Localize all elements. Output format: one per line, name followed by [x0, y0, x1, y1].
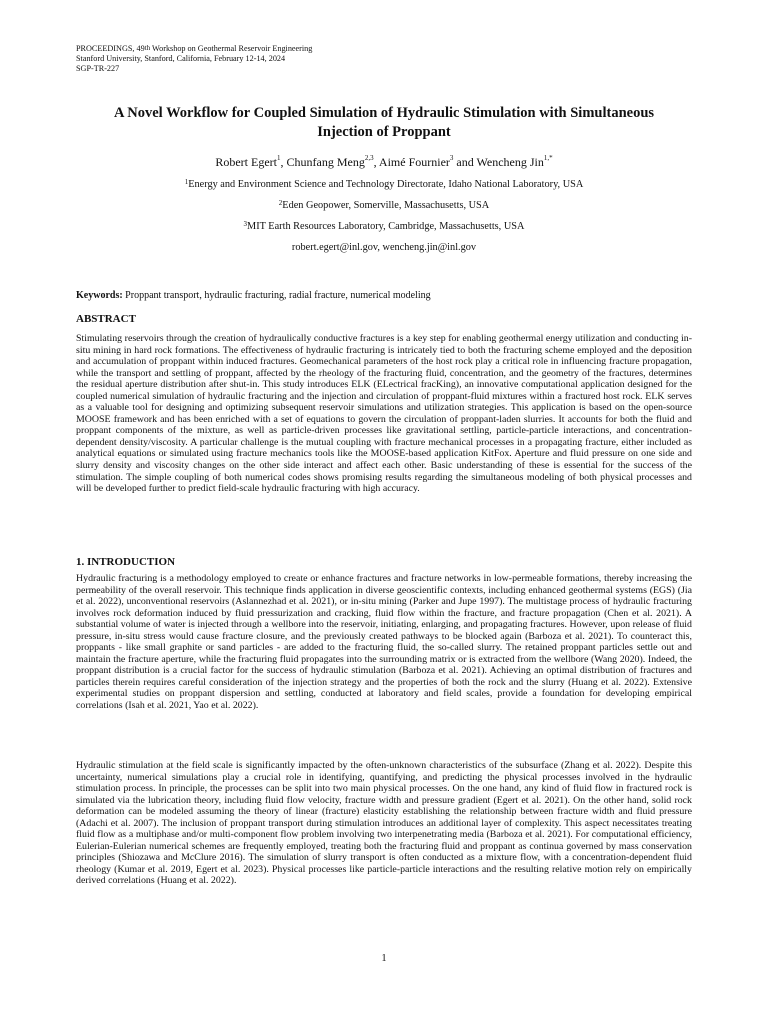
introduction-heading: 1. INTRODUCTION: [76, 556, 176, 568]
author-affiliation-marker: 1,*: [543, 154, 553, 162]
affiliation: $^2$Eden Geopower, Somerville, Massachusetts, USA: [278, 199, 490, 211]
keywords: [76, 290, 692, 301]
proceedings-location: Stanford University, Stanford, California, February 12-14, 2024: [76, 54, 286, 63]
abstract-heading: ABSTRACT: [76, 313, 136, 325]
paper-title: A Novel Workflow for Coupled Simulation of Hydraulic Stimulation with Simultaneous Injection of Proppant: [113, 105, 655, 140]
author-name: Aimé Fournier: [378, 155, 450, 169]
introduction-paragraph: Hydraulic stimulation at the field scale is significantly impacted by the often-unknown characteristics of the subsurface (Zhang et al. 2022). Despite this uncertainty, numerical simulations play a crucial role in identifying, quantifying, and predicting the physical processes involved in the hydraulic stimulation process. In principle, the processes can be split into two main physical processes. On the one hand, any kind of fluid flow in fractured rock is simulated via the lubrication theory, including fluid flow velocity, fracture width and pressure gradient (Egert et al. 2021). On the other hand, solid rock deformation can be modeled assuming the theory of linear (fracture) elasticity establishing the relationship between fracture width and fluid pressure (Adachi et al. 2007). The inclusion of proppant transport during stimulation introduces an additional layer of complexity. This aspect necessitates treating fluid flow as a multiphase and/or multi-component flow problem involving two interpenetrating media (Barboza et al. 2021). For computational efficiency, Eulerian-Eulerian numerical schemes are frequently employed, treating both the fracturing fluid and proppant as continua governed by mass conservation principles (Shiozawa and McClure 2016). The simulation of slurry transport is often conducted as a mixture flow, with a concentration-dependent fluid rheology (Kumar et al. 2019, Egert et al. 2023). Physical processes like particle-particle interactions and the resulting relative motion rely on empirically derived correlations (Huang et al. 2022).: [76, 760, 692, 887]
author-name: Robert Egert: [215, 155, 277, 169]
author-separator: and: [453, 155, 477, 169]
author-name: Wencheng Jin: [476, 155, 544, 169]
keywords-label: Keywords:: [76, 290, 123, 301]
ordinal-superscript: th: [144, 44, 151, 52]
affiliation: $^3$MIT Earth Resources Laboratory, Cambridge, Massachusetts, USA: [243, 220, 525, 232]
author-emails: robert.egert@inl.gov, wencheng.jin@inl.gov: [291, 242, 477, 253]
proceedings-code: SGP-TR-227: [76, 64, 120, 73]
affiliation: $^1$Energy and Environment Science and Technology Directorate, Idaho National Laboratory, USA: [184, 178, 584, 190]
author-affiliation-marker: 3: [449, 154, 454, 162]
abstract-text: Stimulating reservoirs through the creation of hydraulically conductive fractures is a key step for enabling geothermal energy utilization and conducting in-situ mining in hard rock formations. The effectiveness of hydraulic fracturing is intricately tied to both the fracturing scheme employed and the deposition and accumulation of proppant within induced fractures. Geomechanical parameters of the host rock play a critical role in influencing fracture propagation, while the transport and settling of proppant, affected by the rheology of the fracturing fluid, concentration, and the geometry of the fractures, determines the residual aperture distribution after shut-in. This study introduces ELK (ELectrical fracKing), an innovative computational application designed for the coupled numerical simulation of hydraulic fracturing and the injection and circulation of proppant-fluid mixtures within a fractured host rock. ELK serves as a valuable tool for designing and optimizing subsequent reservoir simulations and utilization strategies. This application is based on the open-source MOOSE framework and has been enriched with a set of equations to govern the circulation of proppant-laden slurries. It accounts for both the fluid and proppant components of the mixture, as well as particle-driven processes like gravitational settling, particle-particle interactions, and concentration-dependent density/viscosity. A particular challenge is the mutual coupling with fracture mechanical processes in a propagating fracture, either included as analytical equations or simulated using fracture mechanics tools like the MOOSE-based application KitFox. Aperture and fluid pressure on one side and slurry density and viscosity changes on the other side interact and affect each other. Basic understanding of these is essential for the success of the stimulation. The simple coupling of both numerical codes shows promising results regarding the simultaneous modeling of both physical processes and will be developed further to predict field-scale hydraulic fracturing with high accuracy.: [76, 333, 692, 495]
page-number: 1: [381, 953, 387, 964]
author-affiliation-marker: 1: [277, 154, 281, 162]
proceedings-header: [76, 44, 312, 74]
introduction-paragraph: Hydraulic fracturing is a methodology employed to create or enhance fractures and fracture networks in low-permeable formations, thereby increasing the permeability of the overall reservoir. This technique finds application in diverse geoscientific contexts, including enhanced geothermal systems (EGS) (Jia et al. 2022), unconventional reservoirs (Aslannezhad et al. 2021), or in-situ mining (Parker and Jupe 1997). The multistage process of hydraulic fracturing involves rock deformation induced by fluid pressurization and cracking, fluid flow within the fracture, and fracture propagation (Chen et al. 2021). A substantial volume of water is injected through a wellbore into the reservoir, initiating, enlarging, and propagating fractures. However, upon release of fluid pressure, in-situ stress would cause fracture closure, and the previously created pathways to be blocked again (Barboza et al. 2021). To counteract this, proppants - like small graphite or sand particles - are added to the fracturing fluid, the so-called slurry. The retained proppant particles settle out and maintain the fracture aperture, while the fracturing fluid propagates into the surrounding matrix or is extracted from the wellbore (Wang 2020). Indeed, the proppant distribution is a crucial factor for the success of hydraulic stimulation (Barboza et al. 2021). Achieving an optimal distribution of fractures and particles therein requires careful consideration of the injection strategy and the properties of both the rock and the slurry (Huang et al. 2022). Extensive experimental studies on proppant dispersion and settling, conducted at laboratory and field scales, provide a foundation for developing empirical correlations (Isah et al. 2021, Yao et al. 2022).: [76, 573, 692, 712]
author-affiliation-marker: 2,3: [364, 154, 374, 162]
keywords-text: Proppant transport, hydraulic fracturing, radial fracture, numerical modeling: [122, 290, 431, 301]
proceedings-line: PROCEEDINGS, 49th Workshop on Geothermal Reservoir Engineering: [76, 44, 313, 53]
author-list: [0, 155, 768, 170]
author-separator: ,: [373, 155, 379, 169]
author-separator: ,: [280, 155, 287, 169]
author-name: Chunfang Meng: [286, 155, 365, 169]
